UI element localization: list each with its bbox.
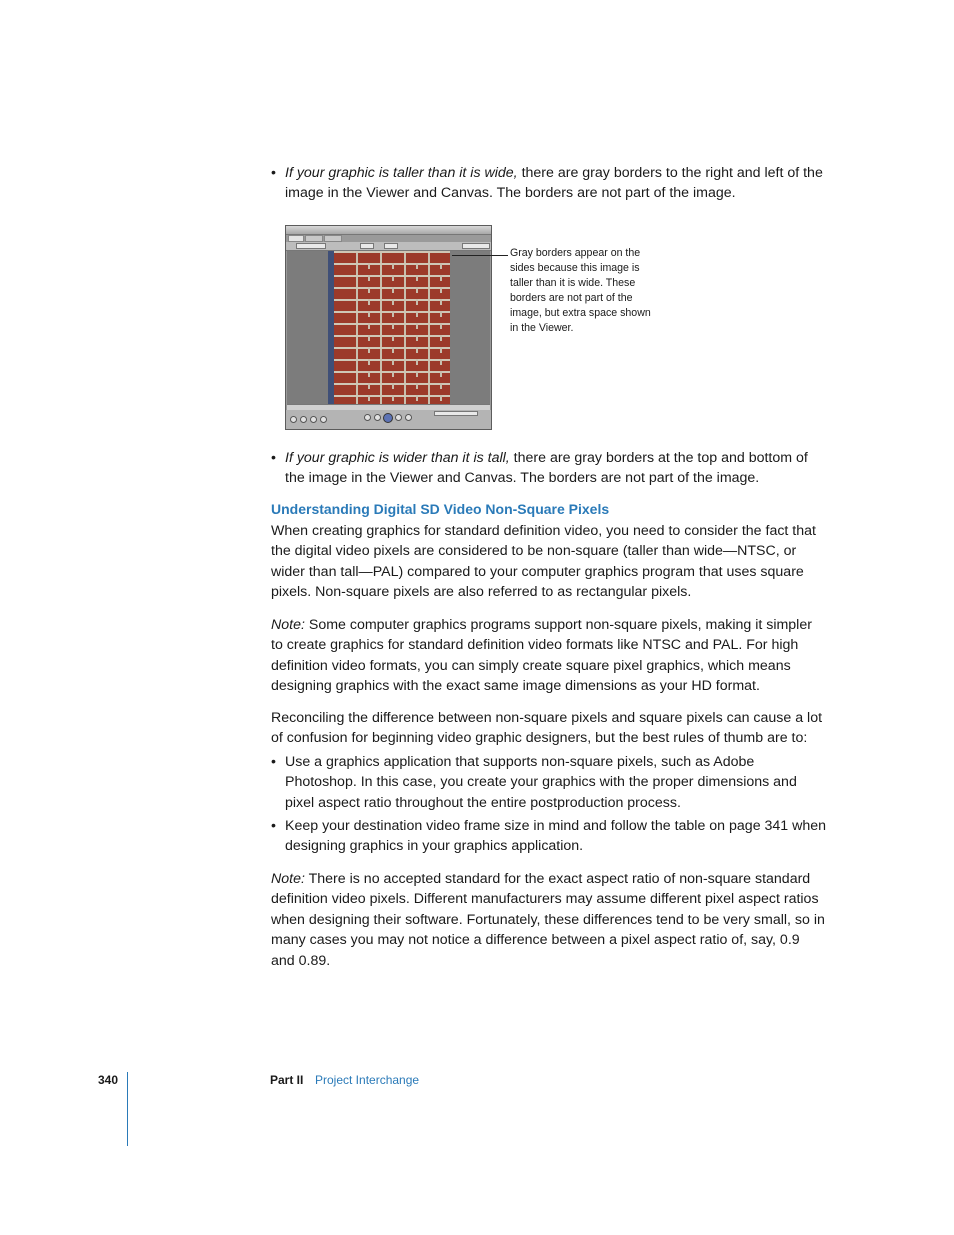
mark-button xyxy=(300,416,307,423)
bullet-marker: • xyxy=(271,818,276,834)
prev-edit-button xyxy=(364,414,371,421)
bullet-frame-size-text: Keep your destination video frame size in mind and follow the table on page 341 when designing graphics in your graphics application. xyxy=(285,818,827,855)
bullet-tall-italic: If your graphic is taller than it is wide, xyxy=(285,165,518,181)
current-timecode xyxy=(462,243,490,249)
bullet-wide-graphic xyxy=(271,448,827,489)
mark-button xyxy=(290,416,297,423)
footer-rule xyxy=(127,1072,128,1146)
note-text: Some computer graphics programs support non-square pixels, making it simpler to create graphics for standard definition video formats like NTSC and PAL. For high definition video formats, you can simply create square pixel graphics, which means designing graphics with the exact same image dimensions as your HD format. xyxy=(271,617,812,695)
jog-control xyxy=(434,411,478,416)
bullet-photoshop-text: Use a graphics application that supports non-square pixels, such as Adobe Photoshop. In this case, you create your graphics with the proper dimensions and pixel aspect ratio throughout the entire postproduction process. xyxy=(285,754,797,811)
mark-button xyxy=(320,416,327,423)
bullet-photoshop xyxy=(271,752,827,813)
intro-paragraph: When creating graphics for standard definition video, you need to consider the fact that the digital video pixels are considered to be non-square (taller than wide—NTSC, or wider than tall—PAL) compared to your computer graphics program that uses square pixels. Non-square pixels are also referred to as rectangular pixels. xyxy=(271,523,816,601)
bullet-marker: • xyxy=(271,165,276,181)
viewer-timecode-bar xyxy=(286,242,491,251)
brick-offset-rows xyxy=(334,257,450,404)
mark-button xyxy=(310,416,317,423)
part-label: Part II xyxy=(270,1073,304,1087)
view-popup xyxy=(384,243,398,249)
figure-callout: Gray borders appear on the sides because this image is taller than it is wide. These borders are not part of the image, but extra space shown in the Viewer. xyxy=(510,247,651,334)
callout-leader-line xyxy=(452,255,508,256)
transport-controls xyxy=(286,410,491,429)
note-label: Note: xyxy=(271,617,305,633)
bullet-tall-text: there are gray borders to the right and left of the image in the Viewer and Canvas. The borders are not part of the image. xyxy=(285,165,823,202)
viewer-tab-filters xyxy=(305,235,323,242)
zoom-popup xyxy=(360,243,374,249)
viewer-tab-motion xyxy=(324,235,342,242)
duration-timecode xyxy=(296,243,326,249)
bullet-wide-italic: If your graphic is wider than it is tall, xyxy=(285,450,510,466)
viewer-tab-video xyxy=(288,235,304,242)
bullet-frame-size xyxy=(271,816,827,857)
note-label: Note: xyxy=(271,871,305,887)
note-paragraph-2 xyxy=(271,869,827,971)
note-paragraph-1 xyxy=(271,615,827,697)
play-in-out-button xyxy=(374,414,381,421)
note-text: There is no accepted standard for the exact aspect ratio of non-square standard definition video pixels. Different manufacturers may assume different pixel aspect ratios when designing their software. Fortunately, these differences tend to be very small, so in many cases you may not notice a difference between a pixel aspect ratio of, say, 0.9 and 0.89. xyxy=(271,871,825,969)
section-heading: Understanding Digital SD Video Non-Square Pixels xyxy=(271,501,610,517)
part-name-link[interactable]: Project Interchange xyxy=(315,1073,420,1087)
next-edit-button xyxy=(405,414,412,421)
viewer-tabs xyxy=(288,235,488,242)
brick-wall-image xyxy=(334,251,450,404)
rules-paragraph: Reconciling the difference between non-square pixels and square pixels can cause a lot of confusion for beginning video graphic designers, but the best rules of thumb are to: xyxy=(271,710,823,747)
page-number: 340 xyxy=(98,1073,119,1087)
play-icon xyxy=(383,413,393,423)
viewer-titlebar xyxy=(286,226,491,235)
bullet-marker: • xyxy=(271,754,276,770)
bullet-marker: • xyxy=(271,450,276,466)
play-around-button xyxy=(395,414,402,421)
bullet-tall-graphic xyxy=(271,163,827,204)
bullet-wide-text: there are gray borders at the top and bottom of the image in the Viewer and Canvas. The borders are not part of the image. xyxy=(285,450,808,487)
